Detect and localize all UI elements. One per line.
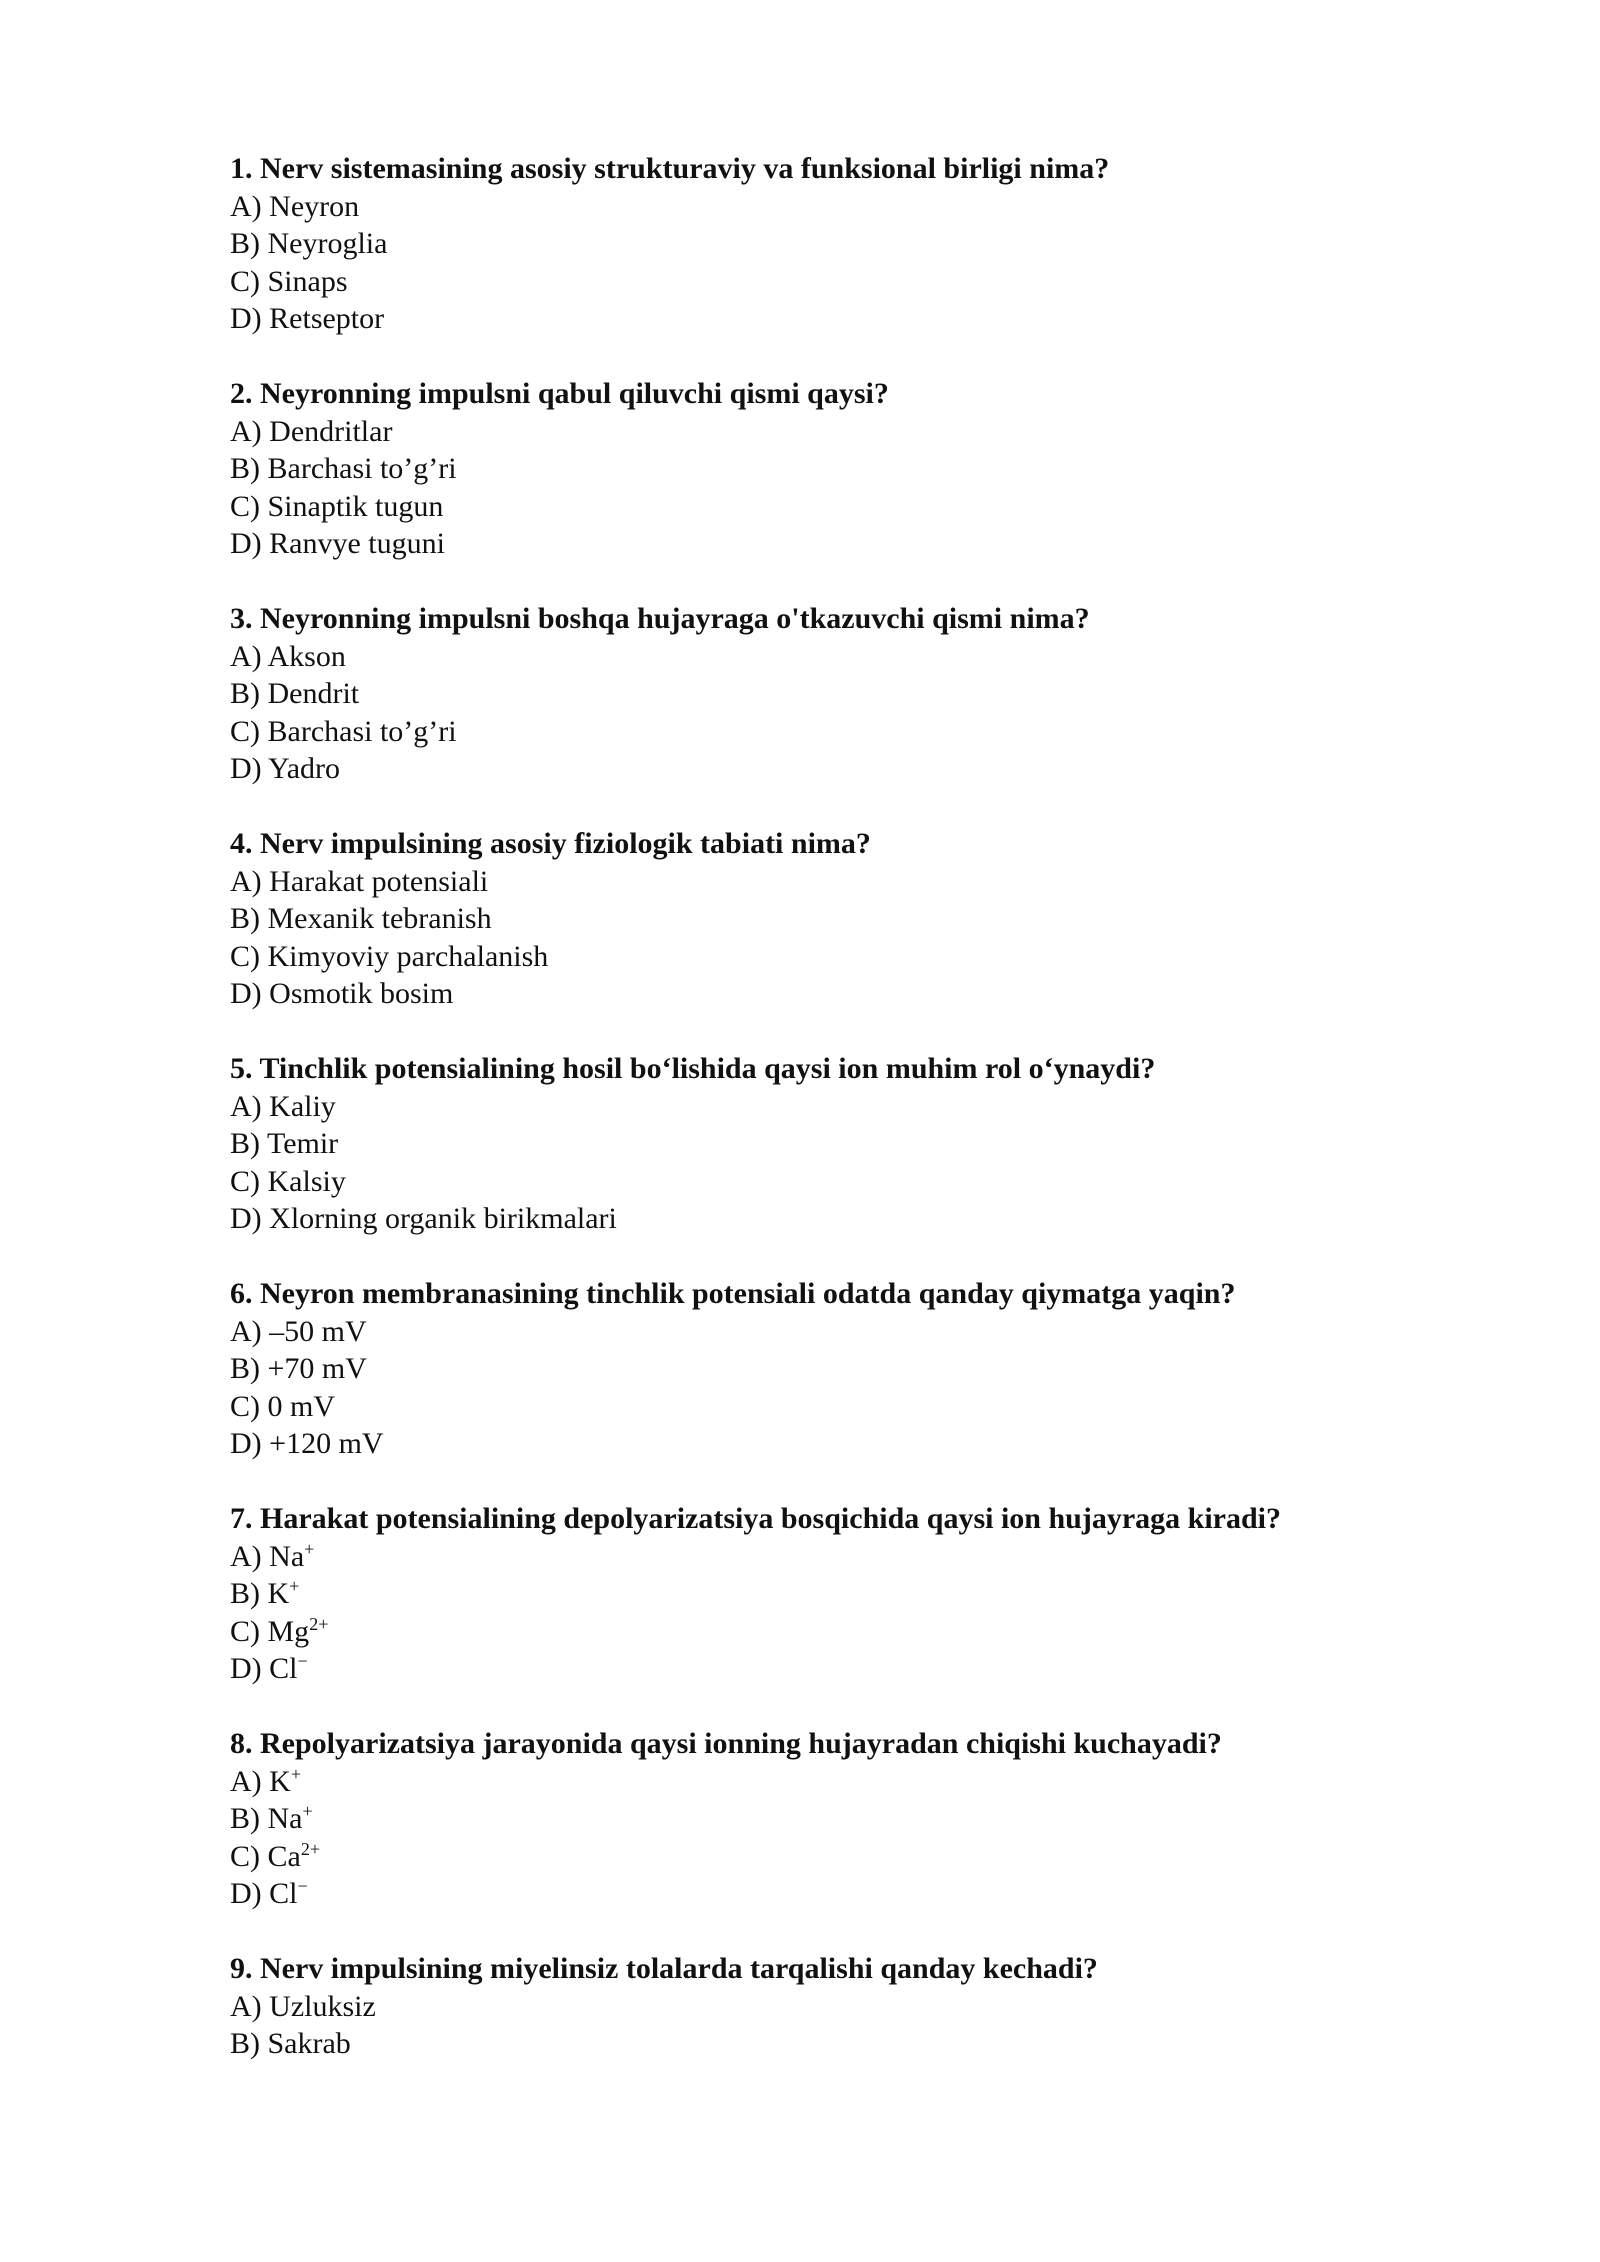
question-7 bbox=[230, 1500, 1430, 1688]
question-9 bbox=[230, 1950, 1430, 2063]
ion-charge: − bbox=[297, 1876, 308, 1896]
option-a: A) Dendritlar bbox=[230, 414, 393, 448]
option-a: A) Uzluksiz bbox=[230, 1989, 376, 2023]
option-c: C) Sinaps bbox=[230, 264, 348, 298]
option-c: C) Kalsiy bbox=[230, 1164, 346, 1198]
option-b: B) Neyroglia bbox=[230, 227, 388, 260]
document-page bbox=[230, 150, 1430, 2100]
option-c: C) Kimyoviy parchalanish bbox=[230, 939, 549, 973]
question-1 bbox=[230, 150, 1430, 338]
option-d bbox=[230, 1875, 1430, 1913]
ion-charge: + bbox=[290, 1763, 301, 1784]
question-text: 2. Neyronning impulsni qabul qiluvchi qismi qaysi? bbox=[230, 377, 889, 410]
ion-charge: − bbox=[297, 1651, 308, 1671]
option-a: A) –50 mV bbox=[230, 1314, 367, 1348]
question-2 bbox=[230, 375, 1430, 563]
option-d: D) Retseptor bbox=[230, 302, 385, 335]
question-8 bbox=[230, 1725, 1430, 1913]
option-label: A) Na bbox=[230, 1539, 305, 1573]
ion-charge: + bbox=[289, 1576, 300, 1596]
question-text: 5. Tinchlik potensialining hosil bo‘lishida qaysi ion muhim rol o‘ynaydi? bbox=[230, 1052, 1156, 1085]
option-b: B) +70 mV bbox=[230, 1352, 367, 1385]
option-a: A) Akson bbox=[230, 639, 346, 673]
option-label: B) Na bbox=[230, 1802, 303, 1835]
option-label: D) Cl bbox=[230, 1877, 298, 1910]
question-text: 8. Repolyarizatsiya jarayonida qaysi ionning hujayradan chiqishi kuchayadi? bbox=[230, 1727, 1222, 1760]
question-5 bbox=[230, 1050, 1430, 1238]
question-text: 3. Neyronning impulsni boshqa hujayraga o'tkazuvchi qismi nima? bbox=[230, 602, 1090, 635]
question-text: 9. Nerv impulsining miyelinsiz tolalarda tarqalishi qanday kechadi? bbox=[230, 1952, 1098, 1985]
option-c: C) Barchasi to’g’ri bbox=[230, 714, 457, 748]
option-b: B) Barchasi to’g’ri bbox=[230, 452, 457, 485]
option-a bbox=[230, 1763, 1430, 1801]
option-d: D) Xlorning organik birikmalari bbox=[230, 1202, 617, 1235]
question-text: 6. Neyron membranasining tinchlik potensiali odatda qanday qiymatga yaqin? bbox=[230, 1277, 1236, 1310]
option-c bbox=[230, 1613, 1430, 1651]
option-d bbox=[230, 1650, 1430, 1688]
option-label: C) Mg bbox=[230, 1614, 310, 1648]
question-6 bbox=[230, 1275, 1430, 1463]
option-b: B) Sakrab bbox=[230, 2027, 351, 2060]
question-text: 1. Nerv sistemasining asosiy strukturaviy va funksional birligi nima? bbox=[230, 152, 1110, 185]
option-a: A) Harakat potensiali bbox=[230, 864, 489, 898]
ion-charge: 2+ bbox=[309, 1613, 329, 1634]
option-c: C) 0 mV bbox=[230, 1389, 335, 1423]
option-b: B) Temir bbox=[230, 1127, 339, 1160]
option-a: A) Kaliy bbox=[230, 1089, 336, 1123]
option-d: D) Yadro bbox=[230, 752, 341, 785]
option-label: B) K bbox=[230, 1577, 290, 1610]
question-text: 7. Harakat potensialining depolyarizatsiya bosqichida qaysi ion hujayraga kiradi? bbox=[230, 1502, 1282, 1535]
question-4 bbox=[230, 825, 1430, 1013]
option-d: D) +120 mV bbox=[230, 1427, 384, 1460]
option-a: A) Neyron bbox=[230, 189, 360, 223]
option-b: B) Dendrit bbox=[230, 677, 360, 710]
option-d: D) Ranvye tuguni bbox=[230, 527, 445, 560]
question-text: 4. Nerv impulsining asosiy fiziologik tabiati nima? bbox=[230, 827, 871, 860]
option-b bbox=[230, 1800, 1430, 1838]
question-3 bbox=[230, 600, 1430, 788]
ion-charge: 2+ bbox=[300, 1838, 320, 1859]
option-c bbox=[230, 1838, 1430, 1876]
option-d: D) Osmotik bosim bbox=[230, 977, 454, 1010]
option-c: C) Sinaptik tugun bbox=[230, 489, 444, 523]
option-a bbox=[230, 1538, 1430, 1576]
option-b: B) Mexanik tebranish bbox=[230, 902, 492, 935]
option-label: D) Cl bbox=[230, 1652, 298, 1685]
option-b bbox=[230, 1575, 1430, 1613]
ion-charge: + bbox=[302, 1801, 313, 1821]
option-label: A) K bbox=[230, 1764, 291, 1798]
option-label: C) Ca bbox=[230, 1839, 301, 1873]
ion-charge: + bbox=[304, 1538, 315, 1559]
